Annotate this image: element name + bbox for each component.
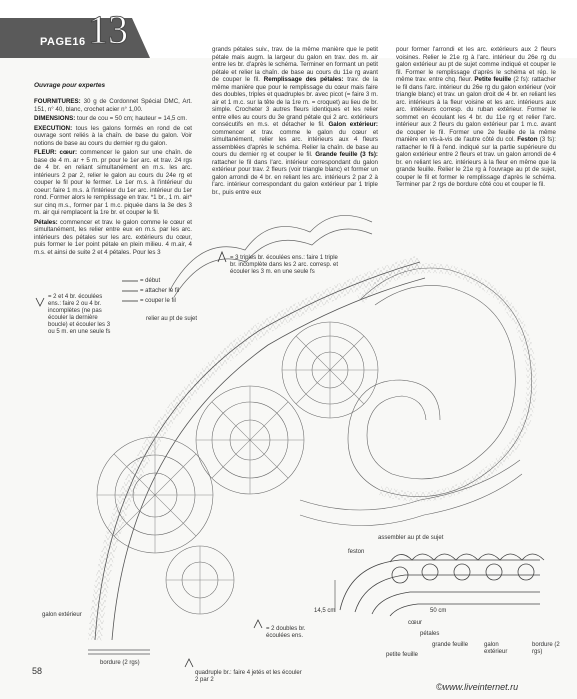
col2-text1: grands pétales suiv., trav. de la même manière que le petit pétale mais augm. la largeur du galon en trav. des m. air entre les br. d'après le schéma. Terminer en formant un petit pétale et relier la chaîn. de base au cours du 11e rg avant de couper le fil. <box>212 46 378 83</box>
legend-couper: = couper le fil <box>140 298 176 304</box>
diagram-bordure: bordure (2 rgs) <box>532 642 560 655</box>
diagram-coeur: cœur <box>408 620 422 626</box>
legend-quadruple: quadruple br.: faire 4 jetés et les écouler 2 par 2 <box>195 670 302 683</box>
subtitle: Ouvrage pour expertes <box>34 82 106 89</box>
dimensions-label: DIMENSIONS: <box>34 115 76 122</box>
galon-label: Galon extérieur: <box>328 121 378 128</box>
pattern-number: 13 <box>88 7 128 52</box>
execution-text: tous les galons formés en rond de cet ouvrage sont reliés à la chaîn. de base du galon. Voir notions de base au cours du dernier rg du galon. <box>34 124 192 147</box>
petales-label: Pétales: <box>34 218 58 226</box>
flower-1 <box>97 437 213 553</box>
grande-feuille-curl <box>300 268 532 526</box>
petite-feuille-label: Petite feuille <box>474 76 512 83</box>
diagram-height: 14,5 cm <box>314 608 336 614</box>
execution-label: EXECUTION: <box>34 124 73 132</box>
galon-text: commencer et trav. comme le galon du cœur et simultanément, relier les arc. intérieurs aux 4 fleurs assemblées d'après le schéma. Relier la chaîn. de base au cours du dernier rg et couper le fil. <box>212 128 378 158</box>
bottom-border <box>88 650 150 654</box>
fleur-text: commencer le galon sur une chaîn. de base de 4 m. ar + 5 m. pr pour le 1er arc. et trav. 24 rgs de 4 br. en reliant simultanément en m.s. les arc. intérieurs 2 par 2, relier le galon au cours du 24e rg et couper le fil pour le fermer. Le 1er m.s. à l'intérieur du coeur: faire 1 m.s. à l'intérieur du 1er arc. intérieur du 1er rond. Former alors le remplissage en trav. *1 br., 1 m. air* sur cinq m.s., former par 1 m.c. piquée dans la 3e des 3 m. air qui remplacent la 1re br. et couper le fil. <box>34 149 192 216</box>
flower-2 <box>196 386 304 494</box>
collar-outer-galon <box>95 262 425 640</box>
petales-text: commencer et trav. le galon comme le cœur et simultanément, les relier entre eux en m.s. par les arc. intérieurs des pétales sur les arc. extérieurs du cœur, puis former le 1er point pétale en plein milieu. 4 m.air, 4 m.s. et ainsi de suite 2 et 4 pétales. Pour les 3 <box>34 218 192 256</box>
diagram-feston: feston <box>348 549 365 555</box>
legend-doubles: = 2 doubles br. écoulées ens. <box>266 626 306 639</box>
legend-debut: = début <box>140 278 161 284</box>
flower-3 <box>282 322 378 418</box>
grande-feuille-text: rattacher le fil dans l'arc. intérieur correspondant du galon extérieur pour trav. 2 fleurs (voir triangle blanc) et former un galon arrondi de 4 br. en reliant les arc. intérieurs 2 par 2 à l'arc. intérieur correspondant du galon extérieur par 1 triple br., puis entre eux <box>212 158 378 196</box>
petite-feuille-text: (2 fs): rattacher le fil dans l'arc. intérieur du 26e rg du galon extérieur (voir triangle blanc) et trav. un galon droit de 4 br. en reliant les arc. intérieurs à la fleur voisine et les arc. intérieurs aux arc. intérieurs corresp. du ruban extérieur. Former le sommet en écoulant les 4 br. du 11e rg et relier l'arc. intérieur aux 2 fleurs du galon extérieur par 1 m.c. avant de couper le fil. Former une 2e feuille de la même manière en vis-à-vis de l'autre côté du col. <box>396 76 556 143</box>
legend-attacher: = attacher le fil <box>140 288 180 294</box>
diagram-assembler: assembler au pt de sujet <box>378 535 444 541</box>
fournitures-text: 30 g de Cordonnet Spécial DMC, Art. 151, n° 40, blanc, crochet acier n° 1,00. <box>34 98 192 113</box>
legend-relier: relier au pt de sujet <box>146 316 198 322</box>
remplissage-label: Remplissage des pétales: <box>263 76 344 83</box>
diagram-cou: 50 cm <box>430 608 447 614</box>
legend-mid-text: = 3 triples br. écoulées ens.: faire 1 triple br. incomplète dans les 2 arc. corresp. et écouler les 3 m. en une seule fs <box>230 255 339 275</box>
page-label: PAGE16 <box>40 36 86 48</box>
diagram-petite-feuille: petite feuille <box>386 652 419 658</box>
legend-left-text: = 2 et 4 br. écoulées ens.: faire 2 ou 4 br. incomplètes (ne pas écouler la dernière boucle) et écouler les 3 ou 5 m. en une seule fs <box>48 294 111 335</box>
feston-text: (3 fs): rattacher le fil à l'end. indiqué sur la partie supérieure du galon extérieur entre 2 fleurs et trav. un galon arrondi de 4 br. en reliant les arc. intérieurs à la fleur en même que la grande feuille. Relier le 21e rg à l'ouvrage au pt de sujet, couper le fil et former le remplissage d'après le schéma. Terminer par 2 rgs de bordure côté cou et couper le fil. <box>396 136 556 188</box>
feston-label: Feston <box>517 136 538 143</box>
col3-text1: pour former l'arrondi et les arc. extérieurs aux 2 fleurs voisines. Relier le 21e rg à l'arc. intérieur du 26e rg du galon extérieur au pt de sujet comme indiqué et couper le fil. Former le remplissage d'après le schéma et rép. le même trav. entre chq. fleur. <box>396 46 556 83</box>
grande-feuille-label: Grande feuille (3 fs): <box>315 151 378 158</box>
fleur-label: FLEUR: cœur: <box>34 149 78 156</box>
legend-galon-exterieur: galon extérieur <box>42 612 82 618</box>
page-number: 58 <box>32 666 43 676</box>
diagram-petales: pétales <box>420 631 440 637</box>
legend-bordure: bordure (2 rgs) <box>100 660 140 666</box>
watermark: ©www.liveinternet.ru <box>436 682 519 692</box>
flower-4 <box>166 546 234 614</box>
remplissage-text: trav. de la même manière que pour le remplissage du cœur mais faire des doubles, triples et quadruples br. avec picot (= faire 3 m. air et 1 m.c. sur la tête de la 1re m. = croquet) au lieu de br. simple. Crocheter 3 autres fleurs identiques et les relier entre elles au cours du 3e grand pétale qui 2 arc. extérieurs consécutifs en m.s. et détacher le fil. <box>212 76 378 128</box>
diagram-grande-feuille: grande feuille <box>432 642 469 648</box>
fournitures-label: FOURNITURES: <box>34 98 81 105</box>
dimensions-text: tour de cou = 50 cm; hauteur = 14,5 cm. <box>77 115 188 122</box>
diagram-galon-ext: galon extérieur <box>484 642 508 655</box>
small-assembly-diagram <box>335 554 544 616</box>
